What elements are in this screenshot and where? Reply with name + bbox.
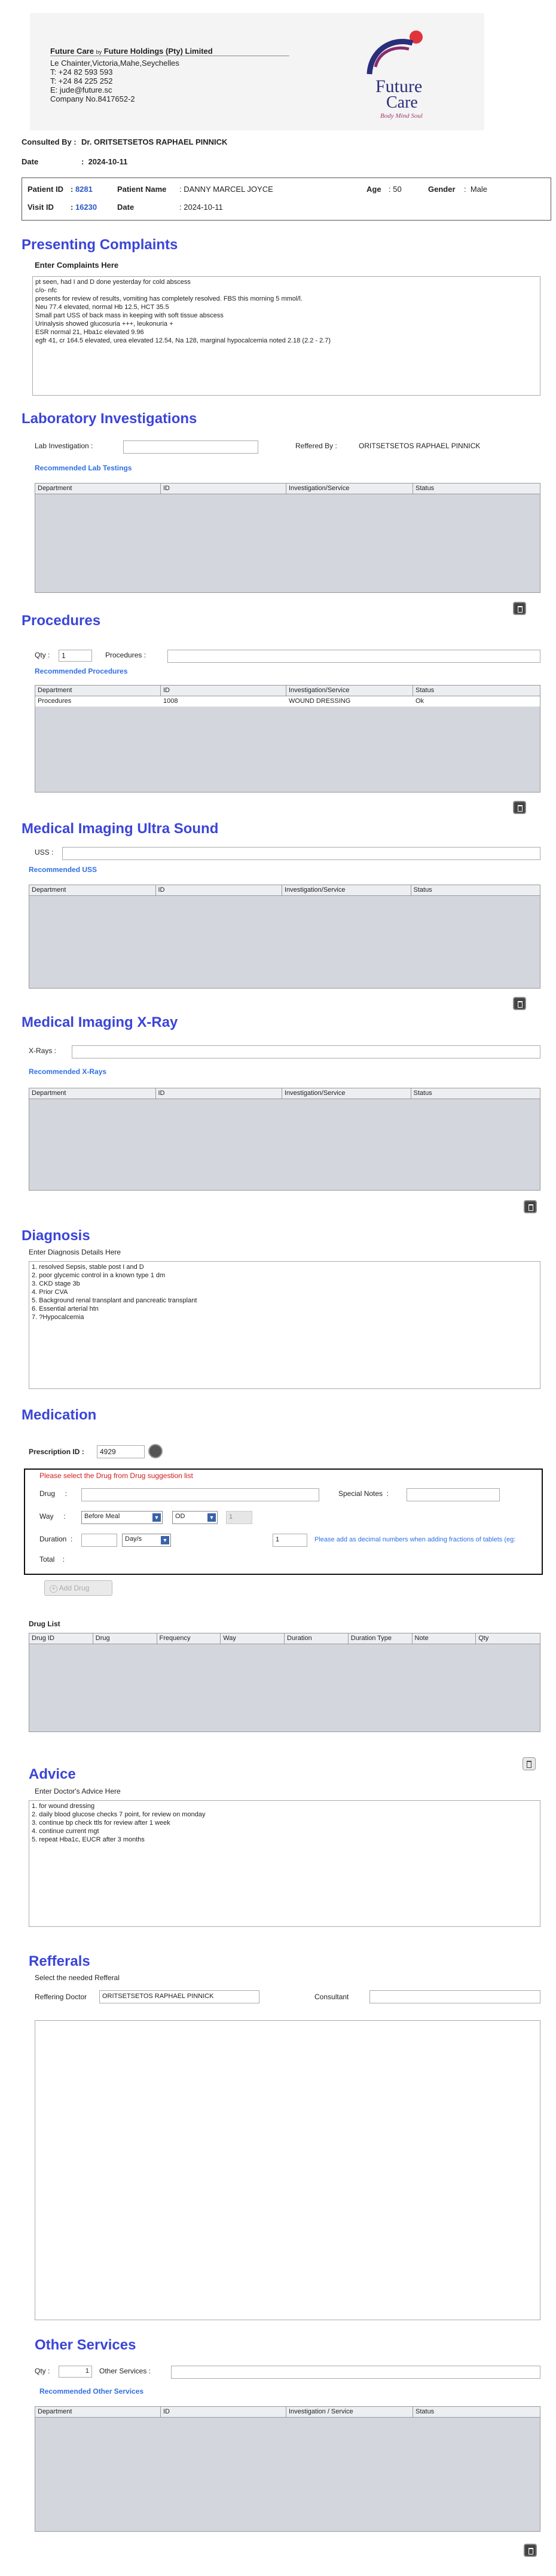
trash-icon[interactable] [513,801,526,814]
recommended-uss-link[interactable]: Recommended USS [29,865,97,874]
visit-date-label: Date [117,203,135,212]
company-address: Le Chainter,Victoria,Mahe,Seychelles [50,59,179,68]
column-header[interactable]: Qty [478,1635,489,1642]
other-services-table [35,2406,540,2532]
procedures-table [35,685,540,793]
table-header [35,2407,540,2418]
uss-label: USS : [35,848,54,856]
recommended-other-services-link[interactable]: Recommended Other Services [39,2387,144,2396]
table-header [29,885,540,896]
diagnosis-prompt: Enter Diagnosis Details Here [29,1248,121,1256]
consulted-by-value: Dr. ORITSETSETOS RAPHAEL PINNICK [81,137,228,146]
advice-prompt: Enter Doctor's Advice Here [35,1787,121,1795]
way-select[interactable]: Before Meal ▼ [81,1511,163,1524]
lab-investigation-input[interactable] [123,440,258,454]
patient-age-value: : 50 [389,185,402,194]
decimal-note: Please add as decimal numbers when adding fractions of tablets (eg: [314,1536,516,1543]
column-header[interactable]: Status [416,2408,435,2415]
xray-input[interactable] [72,1045,540,1058]
advice-textarea[interactable]: 1. for wound dressing 2. daily blood glucose checks 7 point, for review on monday 3. continue bp check ttls for review after 1 week 4. continue current mgt 5. repeat Hba1c, EUCR after 3 months [29,1800,540,1927]
patient-age-label: Age [366,185,381,194]
procedures-label: Procedures : [105,651,146,659]
special-notes-label: Special Notes : [338,1489,389,1498]
xray-label: X-Rays : [29,1047,57,1055]
other-services-input[interactable] [171,2366,540,2379]
frequency-select[interactable]: OD ▼ [172,1511,218,1524]
table-header [29,1633,540,1644]
duration-unit-select[interactable]: Day/s ▼ [122,1534,171,1547]
procedures-title: Procedures [22,613,101,629]
company-logo [358,25,435,124]
referrals-title: Refferals [29,1953,90,1969]
xray-table [29,1088,540,1191]
trash-icon[interactable] [513,997,526,1010]
visit-date-value: : 2024-10-11 [179,203,223,212]
patient-name-label: Patient Name [117,185,167,194]
total-label: Total : [39,1555,65,1564]
column-header[interactable]: ID [161,686,286,696]
consult-date-value: : 2024-10-11 [81,157,128,166]
complaints-prompt: Enter Complaints Here [35,261,119,270]
column-header[interactable]: Status [416,485,435,492]
diagnosis-textarea[interactable]: 1. resolved Sepsis, stable post I and D 2. poor glycemic control in a known type 1 dm 3. CKD stage 3b 4. Prior CVA 5. Background renal transplant and pancreatic transplant 6. Essential arterial htn 7. ?Hypocalcemia [29,1261,540,1389]
consultant-label: Consultant [314,1993,349,2001]
table-header [29,1088,540,1099]
chevron-down-icon: ▼ [152,1513,161,1522]
advice-title: Advice [29,1766,76,1782]
patient-id-label: Patient ID [28,185,63,194]
lab-title: Laboratory Investigations [22,411,197,427]
consultant-input[interactable] [369,1990,540,2003]
drug-qty-input[interactable]: 1 [273,1534,307,1547]
referring-doctor-input[interactable]: ORITSETSETOS RAPHAEL PINNICK [99,1990,259,2003]
procedures-qty-label: Qty : [35,651,50,659]
duration-input[interactable] [81,1534,117,1547]
table-cell: Ok [416,697,424,705]
drug-list-table [29,1633,540,1732]
column-header[interactable]: Department [29,1088,156,1099]
referrals-prompt: Select the needed Refferal [35,1974,120,1982]
column-header[interactable]: Department [35,2407,161,2417]
company-email: E: jude@future.sc [50,85,112,94]
column-header[interactable]: ID [156,1088,283,1099]
visit-id-label: Visit ID [28,203,54,212]
other-services-title: Other Services [35,2337,136,2353]
column-header[interactable]: Investigation/Service [282,885,411,895]
patient-info-box [22,178,551,221]
column-header[interactable]: Investigation/Service [286,686,413,696]
referred-by-value: ORITSETSETOS RAPHAEL PINNICK [359,442,481,450]
table-cell: WOUND DRESSING [289,697,351,705]
patient-gender-value: : Male [464,185,488,194]
procedures-qty-input[interactable]: 1 [59,650,92,662]
duration-label: Duration : [39,1535,73,1543]
consulted-by-label: Consulted By : [22,137,77,146]
other-services-label: Other Services : [99,2367,151,2375]
svg-text:Body Mind Soul: Body Mind Soul [380,112,423,120]
column-header[interactable]: ID [161,484,286,494]
column-header[interactable]: Status [413,886,432,894]
special-notes-input[interactable] [407,1488,500,1501]
column-header[interactable]: Drug [93,1633,157,1644]
lab-table [35,483,540,593]
column-header[interactable]: Department [35,484,161,494]
uss-input[interactable] [62,847,540,860]
consult-date-label: Date [22,157,39,166]
column-header[interactable]: Status [413,1090,432,1097]
drug-list-title: Drug List [29,1620,60,1628]
column-header[interactable]: ID [161,2407,286,2417]
column-header[interactable]: Duration Type [349,1633,413,1644]
column-header[interactable]: Investigation/Service [286,484,413,494]
chevron-down-icon: ▼ [207,1513,216,1522]
patient-gender-label: Gender [428,185,456,194]
trash-icon[interactable] [524,2544,537,2557]
column-header[interactable]: Duration [285,1633,349,1644]
trash-icon[interactable] [523,1757,536,1770]
plus-icon: + [50,1585,57,1593]
column-header[interactable]: Note [413,1633,476,1644]
visit-id-value: : 16230 [71,203,97,212]
trash-icon[interactable] [513,602,526,615]
complaints-title: Presenting Complaints [22,237,178,253]
column-header[interactable]: Department [35,686,161,696]
svg-text:Future: Future [375,77,423,96]
recommended-procedures-link[interactable]: Recommended Procedures [35,667,128,675]
company-name: Future Care by Future Holdings (Pty) Limited [50,47,213,56]
trash-icon[interactable] [524,1200,537,1213]
complaints-textarea[interactable]: pt seen, had I and D done yesterday for cold abscess c/o- nfc presents for review of results, vomiting has completely resolved. FBS this morning 5 mmol/l. Neu 77.4 elevated, normal Hb 12.5, HCT 35.5 Small part USS of back mass in keeping with soft tissue abscess Urinalysis showed glucosuria +++, leukonuria + ESR normal 21, Hba1c elevated 9.96 egfr 41, cr 164.5 elevated, urea elevated 12.54, Na 128, marginal hypocalcemia noted 2.18 (2.2 - 2.7) [32,276,540,396]
column-header[interactable]: Investigation / Service [286,2407,413,2417]
patient-name-value: : DANNY MARCEL JOYCE [179,185,273,194]
recommended-xray-link[interactable]: Recommended X-Rays [29,1067,107,1076]
referring-doctor-label: Reffering Doctor [35,1993,87,2001]
recommended-lab-link[interactable]: Recommended Lab Testings [35,464,132,472]
prescription-id-input[interactable]: 4929 [97,1445,145,1458]
uss-title: Medical Imaging Ultra Sound [22,821,219,837]
column-header[interactable]: Drug ID [29,1633,93,1644]
column-header[interactable]: Frequency [157,1633,221,1644]
company-phone-1: T: +24 82 593 593 [50,68,113,77]
company-number: Company No.8417652-2 [50,94,135,103]
medication-title: Medication [22,1407,97,1423]
column-header[interactable]: ID [156,885,283,895]
diagnosis-title: Diagnosis [22,1228,90,1244]
other-qty-input[interactable]: 1 [59,2366,92,2378]
procedures-input[interactable] [167,650,540,663]
drug-select-message: Please select the Drug from Drug suggestion list [39,1471,193,1480]
drug-input[interactable] [81,1488,319,1501]
prescription-id-label: Prescription ID : [29,1448,84,1456]
table-row[interactable] [35,696,540,707]
column-header[interactable]: Investigation/Service [282,1088,411,1099]
way-label: Way : [39,1512,66,1520]
referred-by-label: Reffered By : [295,442,337,450]
xray-title: Medical Imaging X-Ray [22,1014,178,1030]
column-header[interactable]: Department [29,885,156,895]
company-phone-2: T: +24 84 225 252 [50,77,113,85]
column-header[interactable]: Status [416,687,435,694]
referral-textarea[interactable] [35,2020,540,2320]
table-cell: Procedures [38,697,72,705]
frequency-count: 1 [226,1511,252,1524]
refresh-icon[interactable] [148,1444,163,1458]
chevron-down-icon: ▼ [161,1536,169,1544]
column-header[interactable]: Way [221,1633,285,1644]
table-header [35,686,540,696]
table-cell: 1008 [163,697,178,705]
drug-label: Drug : [39,1489,68,1498]
other-qty-label: Qty : [35,2367,50,2375]
uss-table [29,885,540,989]
add-drug-button[interactable]: + Add Drug [44,1580,112,1596]
lab-investigation-label: Lab Investigation : [35,442,93,450]
svg-text:Care: Care [386,93,418,112]
table-header [35,484,540,494]
patient-id-value: : 8281 [71,185,93,194]
